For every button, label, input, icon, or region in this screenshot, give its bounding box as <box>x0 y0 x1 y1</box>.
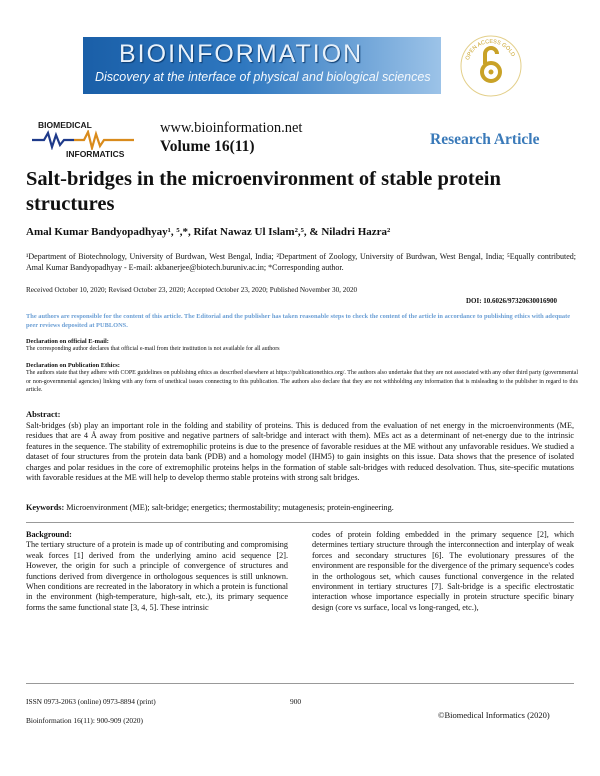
author-list: Amal Kumar Bandyopadhyay¹, ⁵,*, Rifat Nawaz Ul Islam²,⁵, & Niladri Hazra² <box>26 226 391 238</box>
article-type: Research Article <box>430 131 540 148</box>
journal-banner <box>83 37 441 94</box>
ethics-declaration-body: The authors state that they adhere with COPE guidelines on publishing ethics as described elsewhere at https://publicationethics.org/. The authors also undertake that they are not associated with any other third party (governmental or non-governmental agencies) linking with any form of unethical issues connecting to this publication. The authors also declare that they are not withholding any information that is misleading to the publisher in regard to this article. <box>26 370 578 393</box>
keywords-body: Microenvironment (ME); salt-bridge; energetics; thermostability; mutagenesis; protein-engineering. <box>66 503 394 512</box>
keywords <box>26 503 394 512</box>
keywords-heading: Keywords: <box>26 503 65 512</box>
ethics-declaration-heading: Declaration on Publication Ethics: <box>26 362 120 369</box>
background-text-left: The tertiary structure of a protein is made up of contributing and compromising weak forces [1] derived from the underlying amino acid sequence [2]. However, the origin for such a principle of convergence of structures and functions derived from divergence in orthologous sequences is still unknown. When conditions are recreated in the laboratory in which a protein is functional in the environment (high-temperature, high-salt, etc.), its primary sequence forms the same functional state [3, 4, 5]. These intrinsic <box>26 540 288 612</box>
email-declaration-body: The corresponding author declares that official e-mail from their institution is not available for all authors <box>26 346 280 352</box>
open-access-lock-icon <box>458 30 524 102</box>
doi[interactable]: DOI: 10.6026/97320630016900 <box>466 297 557 305</box>
email-declaration-heading: Declaration on official E-mail: <box>26 338 109 345</box>
publisher-logo-top: BIOMEDICAL <box>38 120 92 130</box>
banner-title: BIOINFORMATION <box>119 40 364 68</box>
ethics-declaration <box>26 362 578 395</box>
open-access-badge <box>458 30 524 102</box>
publisher-logo <box>30 120 140 162</box>
wave-logo-icon <box>30 130 140 150</box>
abstract-heading: Abstract: <box>26 409 61 419</box>
abstract-body: Salt-bridges (sb) play an important role in the folding and stability of proteins. This is deduced from the evaluation of net energy in the microenvironments (ME, residues that are 4 Å away from positive and negative partners of salt-bridge and interact with them). MEs act as a determinant of net-energy due to the intrinsic features in the sequence. The stability of extremophilic proteins is due to the presence of favorable residues at the ME without any unfavorable residues. We studied a dataset of four structures from the protein data bank (PDB) and a homology model (IHM5) to gain insights on this issue. Data shows that the presence of isolated charges and polar residues in the core of extremophilic proteins helps in the formation of stable salt-bridges with reduced desolvation. Thus, site-specific mutations with favorable residues at the ME will help to develop thermo stable proteins with strong salt bridges. <box>26 421 574 483</box>
body-column-left <box>26 530 288 613</box>
footer-issn: ISSN 0973-2063 (online) 0973-8894 (print) <box>26 697 156 706</box>
footer-page-number: 900 <box>290 697 302 706</box>
background-text-right: codes of protein folding embedded in the primary sequence [2], which determines tertiary structure through the interconnection and interplay of weak forces and secondary structures [6]. The evolutionary pressures of the environment are responsible for the divergence of the primary sequence's codes in the orthologous set, which causes functional convergence in the related environment in tertiary structures [7]. Salt-bridge is a specific electrostatic interaction whose importance especially in protein structure specific binary design (core vs surface, local vs long-ranged, etc.), <box>312 530 574 612</box>
journal-volume: Volume 16(11) <box>160 138 255 155</box>
banner-subtitle: Discovery at the interface of physical and biological sciences <box>95 70 431 84</box>
section-divider <box>26 522 574 523</box>
editorial-disclaimer: The authors are responsible for the content of this article. The Editorial and the publisher has taken reasonable steps to check the content of the article in accordance to publishing ethics with adequate peer reviews deposited at PUBLONS. <box>26 313 571 329</box>
footer-copyright: ©Biomedical Informatics (2020) <box>438 710 550 720</box>
publication-dates: Received October 10, 2020; Revised October 23, 2020; Accepted October 23, 2020; Published November 30, 2020 <box>26 286 358 294</box>
journal-website[interactable]: www.bioinformation.net <box>160 120 303 136</box>
background-heading: Background: <box>26 530 72 539</box>
publisher-logo-bottom: INFORMATICS <box>66 149 125 159</box>
article-title: Salt-bridges in the microenvironment of stable protein structures <box>26 168 501 215</box>
footer-citation: Bioinformation 16(11): 900-909 (2020) <box>26 716 143 725</box>
body-column-right <box>312 530 574 613</box>
email-declaration <box>26 338 578 354</box>
footer-divider <box>26 683 574 684</box>
affiliations: ¹Department of Biotechnology, University of Burdwan, West Bengal, India; ²Department of Zoology, University of Burdwan, West Bengal, India; ⁵Equally contributed; Amal Kumar Bandyopadhyay - E-mail: akbanerjee@biotech.buruniv.ac.in; *Corresponding author. <box>26 252 576 272</box>
svg-text:OPEN ACCESS GOLD: OPEN ACCESS GOLD <box>464 38 516 61</box>
